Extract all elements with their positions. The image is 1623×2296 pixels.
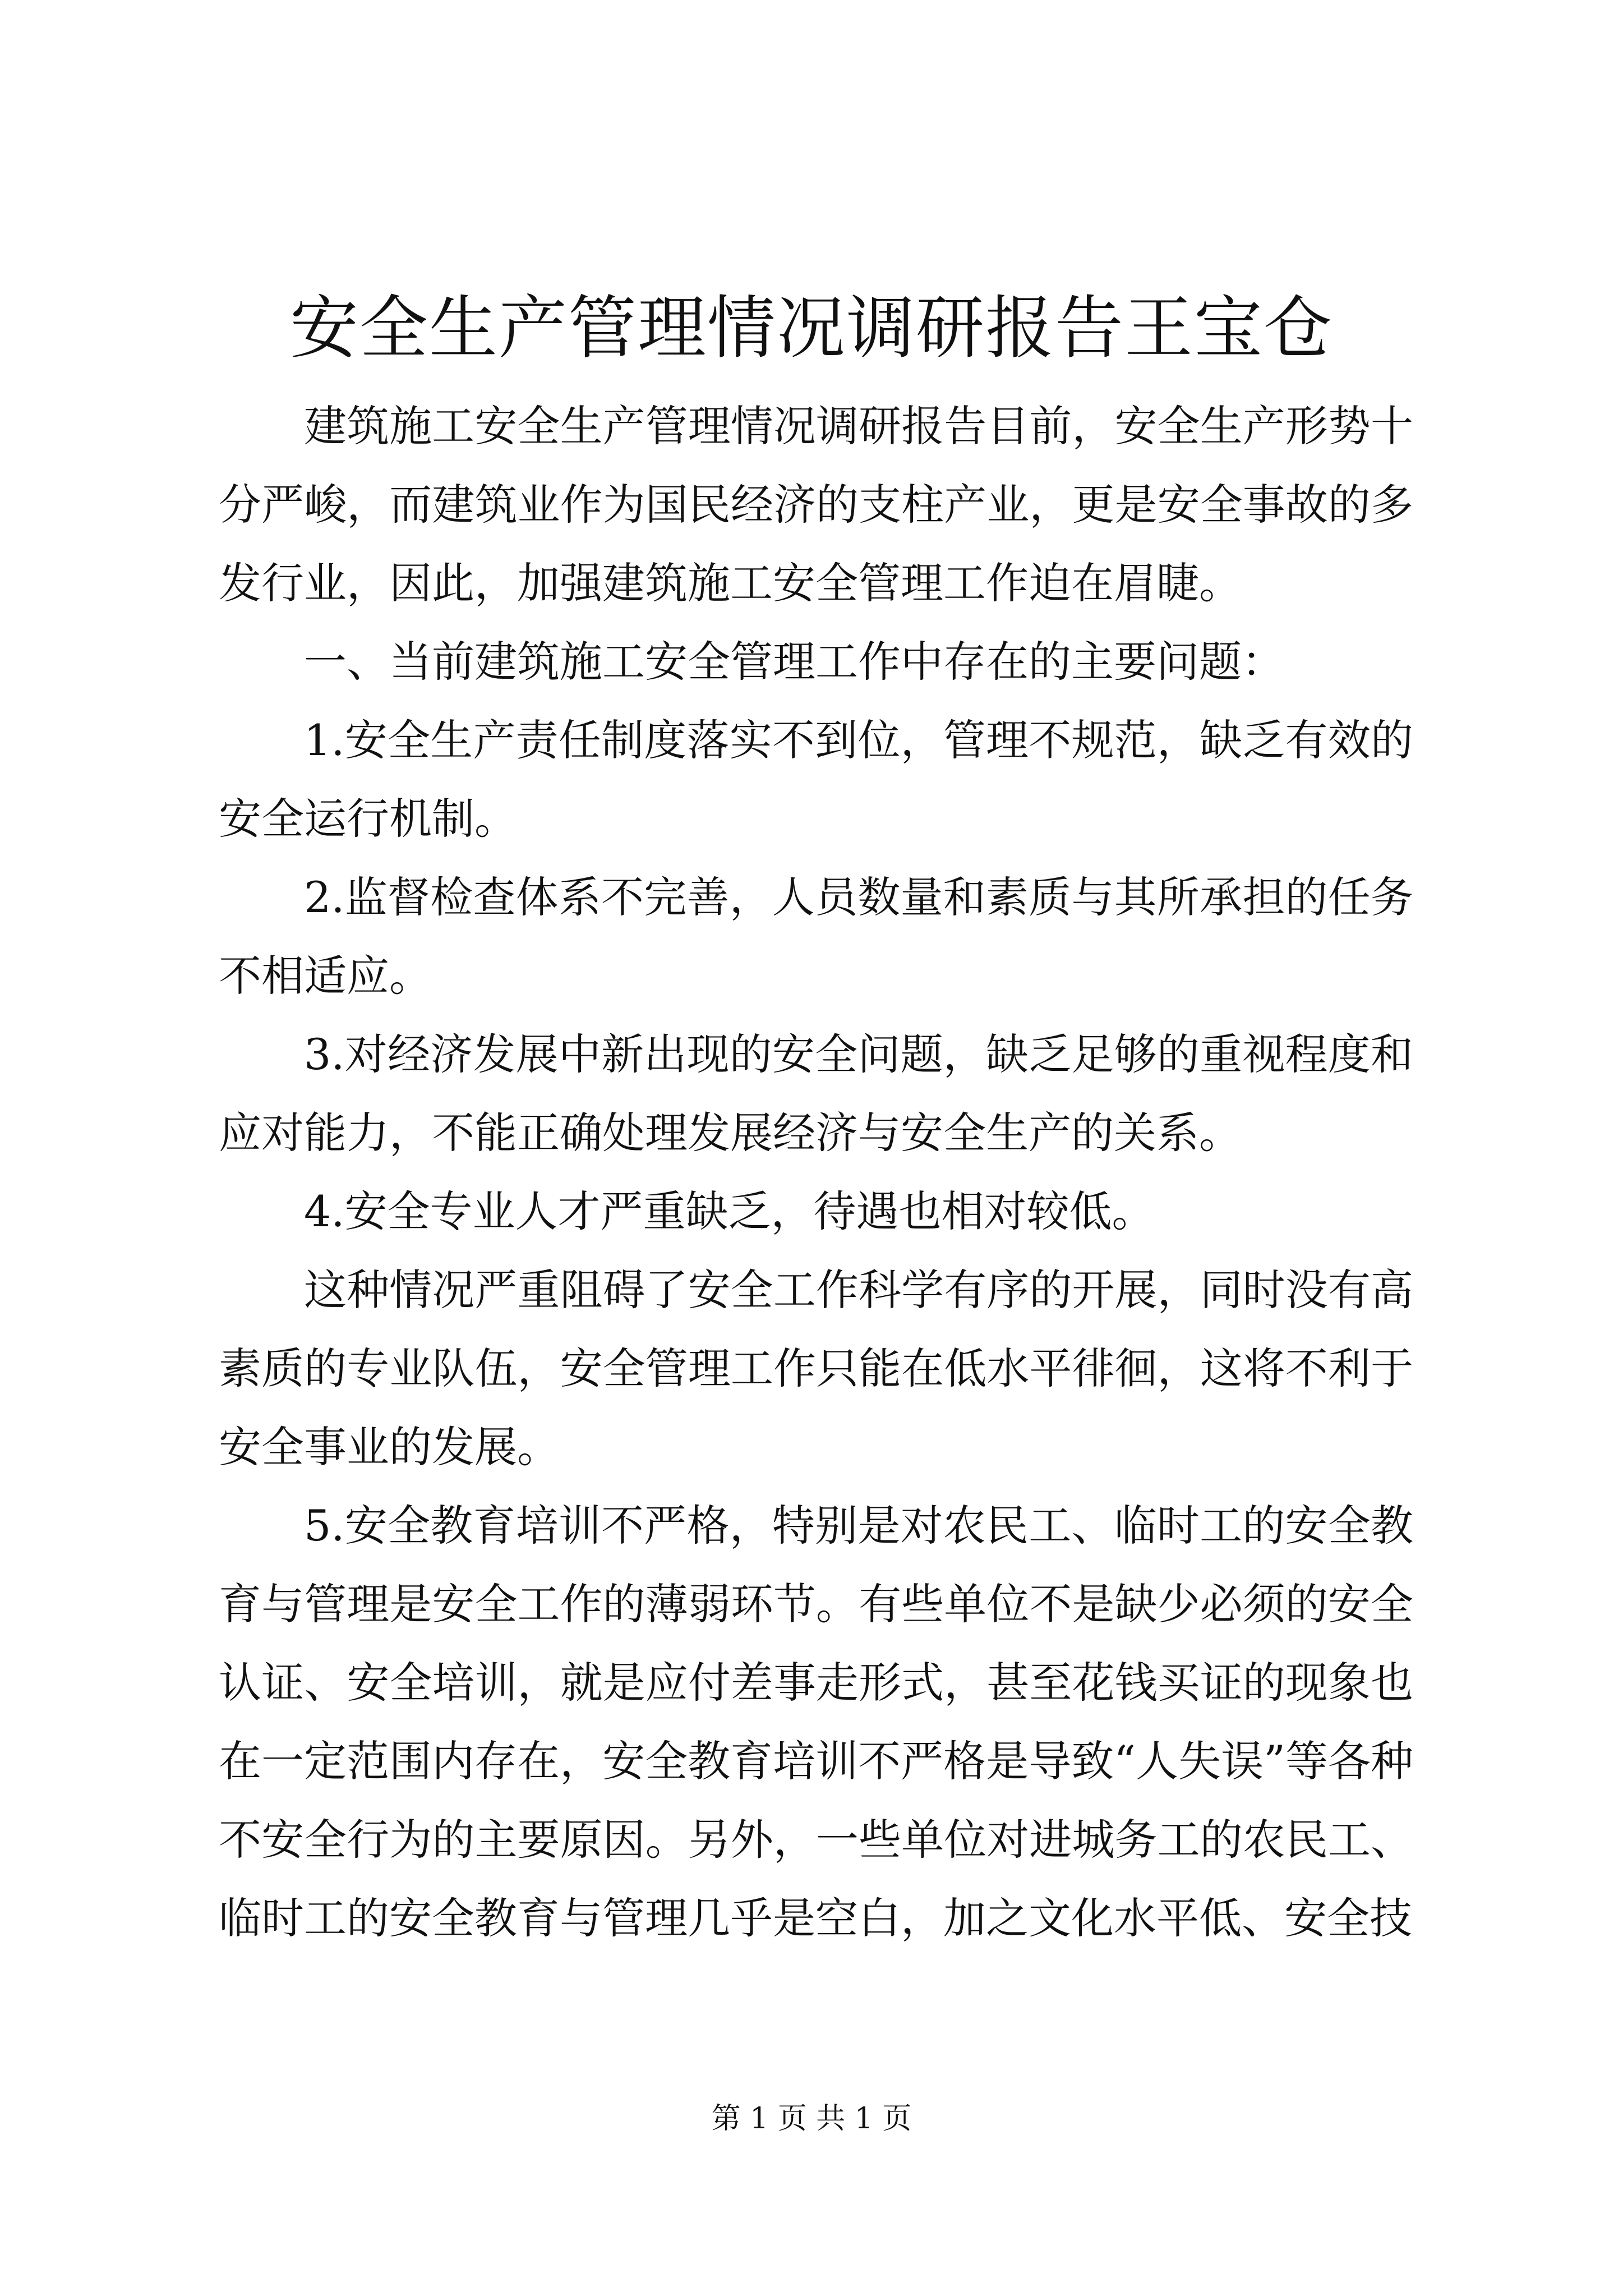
document-body <box>219 387 1413 1958</box>
paragraph-item-3: 3.对经济发展中新出现的安全问题，缺乏足够的重视程度和应对能力，不能正确处理发展经济与安全生产的关系。 <box>219 1029 1413 1158</box>
paragraph-commentary: 这种情况严重阻碍了安全工作科学有序的开展，同时没有高素质的专业队伍，安全管理工作只能在低水平徘徊，这将不利于安全事业的发展。 <box>219 1265 1413 1472</box>
paragraph-section-heading: 一、当前建筑施工安全管理工作中存在的主要问题： <box>304 637 1284 687</box>
paragraph-intro: 建筑施工安全生产管理情况调研报告目前，安全生产形势十分严峻，而建筑业作为国民经济的支柱产业，更是安全事故的多发行业，因此，加强建筑施工安全管理工作迫在眉睫。 <box>219 401 1413 608</box>
paragraph-item-2: 2.监督检查体系不完善，人员数量和素质与其所承担的任务不相适应。 <box>219 872 1413 1001</box>
page-footer: 第 1 页 共 1 页 <box>711 2102 912 2136</box>
paragraph-item-4: 4.安全专业人才严重缺乏，待遇也相对较低。 <box>304 1186 1155 1236</box>
document-title: 安全生产管理情况调研报告王宝仓 <box>290 288 1333 368</box>
paragraph-item-5: 5.安全教育培训不严格，特别是对农民工、临时工的安全教育与管理是安全工作的薄弱环节。有些单位不是缺少必须的安全认证、安全培训，就是应付差事走形式，甚至花钱买证的现象也在一定范围内存在，安全教育培训不严格是导致“人失误”等各种不安全行为的主要原因。另外，一些单位对进城务工的农民工、临时工的安全教育与管理几乎是空白，加之文化水平低、安全技 <box>219 1501 1413 1943</box>
paragraph-item-1: 1.安全生产责任制度落实不到位，管理不规范，缺乏有效的安全运行机制。 <box>219 715 1413 844</box>
